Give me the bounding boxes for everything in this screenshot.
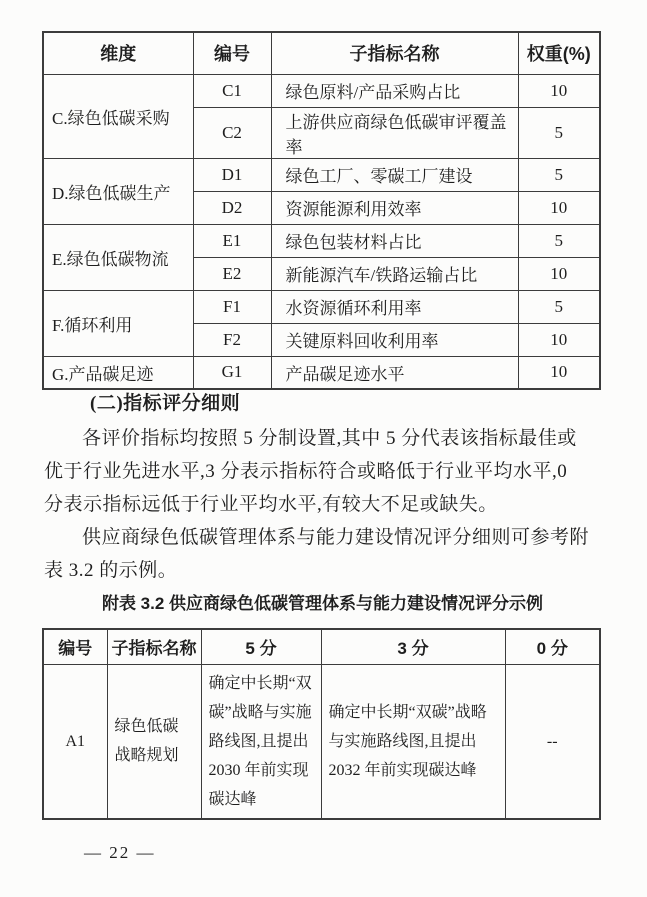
code-cell: D1: [193, 158, 271, 191]
paragraph-line: 表 3.2 的示例。: [44, 560, 178, 581]
header-score-5: 5 分: [201, 629, 321, 664]
code-cell: C1: [193, 74, 271, 107]
table-row: [43, 158, 600, 191]
weight-cell: 5: [518, 224, 600, 257]
table-row: [43, 664, 600, 819]
weight-cell: 10: [518, 257, 600, 290]
code-cell: F2: [193, 323, 271, 356]
indicator-name-cell: 资源能源利用效率: [271, 191, 518, 224]
header-score-3: 3 分: [321, 629, 505, 664]
code-cell: C2: [193, 107, 271, 158]
table-row: [43, 74, 600, 107]
header-weight: 权重(%): [518, 32, 600, 74]
table-header-row: [43, 32, 600, 74]
paragraph-line: 优于行业先进水平,3 分表示指标符合或略低于行业平均水平,0: [44, 461, 568, 482]
table-row: [43, 224, 600, 257]
indicator-name-cell: 上游供应商绿色低碳审评覆盖率: [271, 107, 518, 158]
table-header-row: [43, 629, 600, 664]
indicator-name-cell: 产品碳足迹水平: [271, 356, 518, 389]
header-dimension: 维度: [43, 32, 193, 74]
code-cell: E2: [193, 257, 271, 290]
indicator-name-cell: 绿色工厂、零碳工厂建设: [271, 158, 518, 191]
scoring-example-table: [42, 628, 601, 820]
header-indicator-name: 子指标名称: [107, 629, 201, 664]
score-3-cell: 确定中长期“双碳”战略与实施路线图,且提出 2032 年前实现碳达峰: [321, 664, 505, 819]
paragraph-line: 供应商绿色低碳管理体系与能力建设情况评分细则可参考附: [82, 527, 590, 548]
code-cell: E1: [193, 224, 271, 257]
code-cell: G1: [193, 356, 271, 389]
indicator-name-cell: 关键原料回收利用率: [271, 323, 518, 356]
dimension-cell: G.产品碳足迹: [43, 356, 193, 389]
header-indicator-name: 子指标名称: [271, 32, 518, 74]
section-heading: (二)指标评分细则: [90, 393, 241, 414]
page-number: — 22 —: [84, 843, 156, 862]
weight-cell: 5: [518, 290, 600, 323]
dimension-cell: F.循环利用: [43, 290, 193, 356]
weight-cell: 10: [518, 74, 600, 107]
header-code: 编号: [193, 32, 271, 74]
indicator-name-cell: 绿色包装材料占比: [271, 224, 518, 257]
weight-cell: 10: [518, 356, 600, 389]
weight-cell: 5: [518, 158, 600, 191]
dimension-cell: C.绿色低碳采购: [43, 74, 193, 158]
paragraph-line: 分表示指标远低于行业平均水平,有较大不足或缺失。: [44, 494, 498, 515]
header-score-0: 0 分: [505, 629, 600, 664]
score-0-cell: --: [505, 664, 600, 819]
paragraph-line: 各评价指标均按照 5 分制设置,其中 5 分代表该指标最佳或: [82, 428, 577, 449]
header-code: 编号: [43, 629, 107, 664]
code-cell: A1: [43, 664, 107, 819]
table-row: [43, 290, 600, 323]
weight-cell: 5: [518, 107, 600, 158]
indicator-name-cell: 绿色低碳战略规划: [107, 664, 201, 819]
dimension-cell: E.绿色低碳物流: [43, 224, 193, 290]
weight-cell: 10: [518, 191, 600, 224]
code-cell: F1: [193, 290, 271, 323]
dimension-cell: D.绿色低碳生产: [43, 158, 193, 224]
indicator-name-cell: 新能源汽车/铁路运输占比: [271, 257, 518, 290]
appendix-table-caption: 附表 3.2 供应商绿色低碳管理体系与能力建设情况评分示例: [101, 594, 544, 613]
indicator-name-cell: 水资源循环利用率: [271, 290, 518, 323]
score-5-cell: 确定中长期“双碳”战略与实施路线图,且提出 2030 年前实现碳达峰: [201, 664, 321, 819]
indicator-weight-table: [42, 31, 601, 390]
body-text-block: [44, 386, 601, 620]
table-row: [43, 356, 600, 389]
code-cell: D2: [193, 191, 271, 224]
weight-cell: 10: [518, 323, 600, 356]
indicator-name-cell: 绿色原料/产品采购占比: [271, 74, 518, 107]
